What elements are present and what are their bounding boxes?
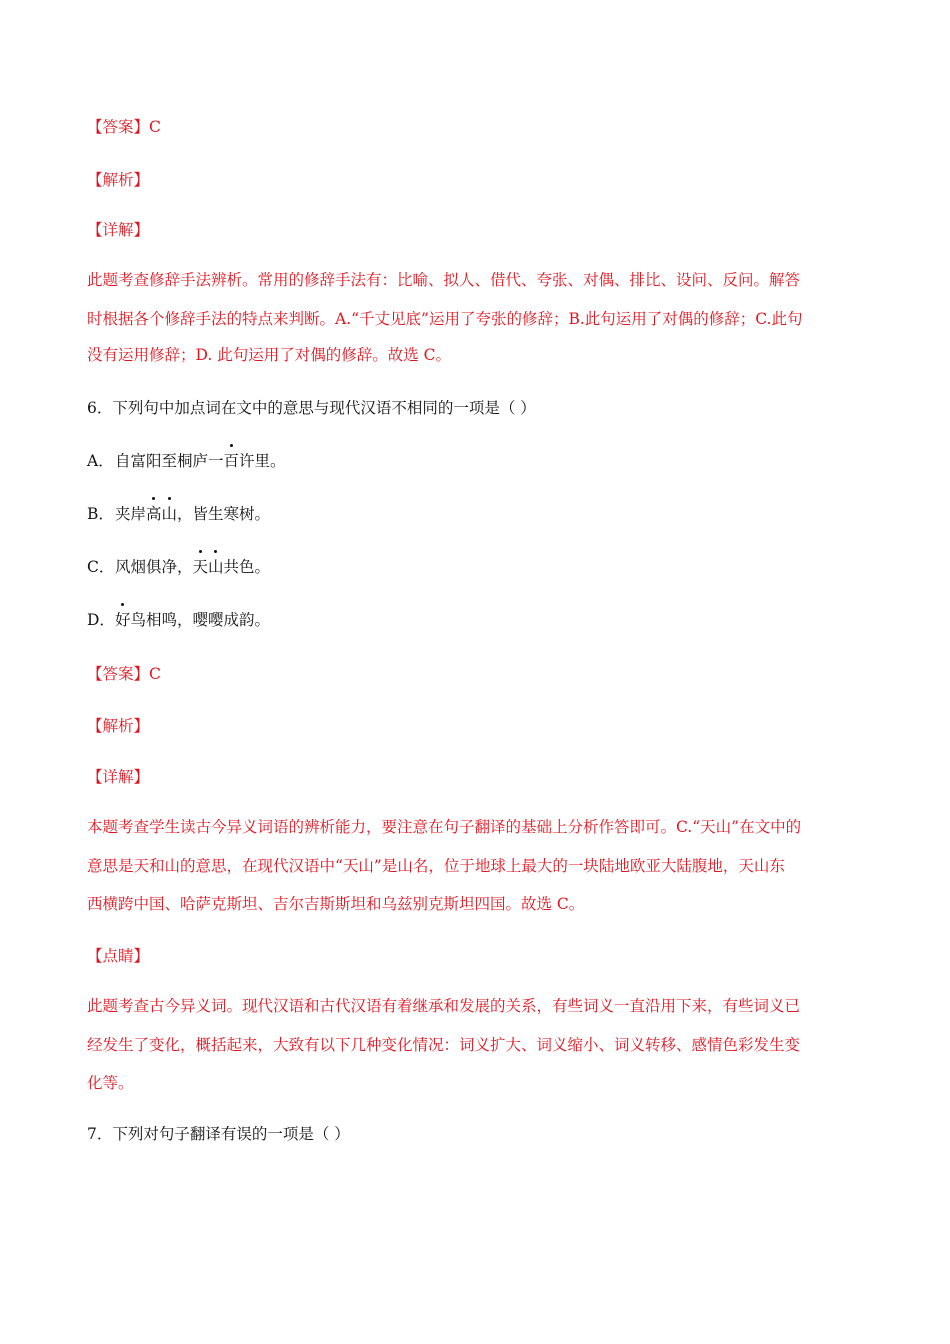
- question-stem: 7．下列对句子翻译有误的一项是（ ）: [87, 1125, 350, 1143]
- option-text: 共色。: [223, 558, 271, 576]
- option-text: 许里。: [239, 452, 286, 470]
- detail-text-line: 西横跨中国、哈萨克斯坦、吉尔吉斯斯坦和乌兹别克斯坦四国。故选 C。: [87, 895, 585, 913]
- detail-text-line: 此题考查修辞手法辨析。常用的修辞手法有：比喻、拟人、借代、夸张、对偶、排比、设问、反问。解答: [87, 271, 801, 289]
- option-letter: A．: [87, 452, 114, 470]
- answer-label: 【答案】: [87, 118, 150, 136]
- dotted-word: 山: [161, 505, 178, 523]
- dotted-word: 百: [223, 452, 240, 470]
- option-text: 鸟相鸣，嘤嘤成韵。: [130, 611, 271, 629]
- option-text: 夹岸: [115, 505, 147, 523]
- option-d: [87, 610, 867, 630]
- detail-text-line: 时根据各个修辞手法的特点来判断。A.“千丈见底”运用了夸张的修辞；B.此句运用了对偶的修辞；C.此句: [87, 310, 803, 328]
- answer-value: C: [149, 118, 161, 136]
- option-b: [87, 504, 867, 524]
- detail-text-line: 没有运用修辞；D. 此句运用了对偶的修辞。故选 C。: [87, 346, 452, 364]
- dotted-word: 山: [208, 558, 224, 576]
- dotted-word: 天: [192, 558, 209, 576]
- detail-label: 【详解】: [87, 768, 150, 786]
- detail-label: 【详解】: [87, 221, 150, 239]
- option-letter: C．: [87, 558, 115, 576]
- tip-text-line: 化等。: [87, 1074, 134, 1092]
- tip-label: 【点睛】: [87, 947, 150, 965]
- option-letter: B．: [87, 505, 114, 523]
- answer-line: [87, 664, 867, 684]
- question-stem: 6．下列句中加点词在文中的意思与现代汉语不相同的一项是（ ）: [87, 399, 536, 417]
- option-text: 风烟俱净，: [115, 558, 193, 576]
- option-a: [87, 451, 867, 471]
- answer-label: 【答案】: [87, 665, 150, 683]
- option-c: [87, 557, 867, 577]
- analysis-label: 【解析】: [87, 717, 150, 735]
- dotted-word: 高: [146, 505, 162, 523]
- dotted-word: 好: [115, 611, 131, 629]
- option-text: 自富阳至桐庐一: [115, 452, 224, 470]
- detail-text-line: 本题考查学生读古今异义词语的辨析能力，要注意在句子翻译的基础上分析作答即可。C.“天山”在文中的: [87, 818, 802, 836]
- tip-text-line: 此题考查古今异义词。现代汉语和古代汉语有着继承和发展的关系，有些词义一直沿用下来，有些词义已: [87, 997, 801, 1015]
- tip-text-line: 经发生了变化，概括起来，大致有以下几种变化情况：词义扩大、词义缩小、词义转移、感情色彩发生变: [87, 1036, 801, 1054]
- analysis-label: 【解析】: [87, 171, 150, 189]
- answer-value: C: [149, 665, 161, 683]
- detail-text-line: 意思是天和山的意思，在现代汉语中“天山”是山名，位于地球上最大的一块陆地欧亚大陆腹地，天山东: [87, 857, 785, 875]
- answer-line: [87, 117, 867, 137]
- option-letter: D．: [87, 611, 115, 629]
- option-text: ，皆生寒树。: [177, 505, 271, 523]
